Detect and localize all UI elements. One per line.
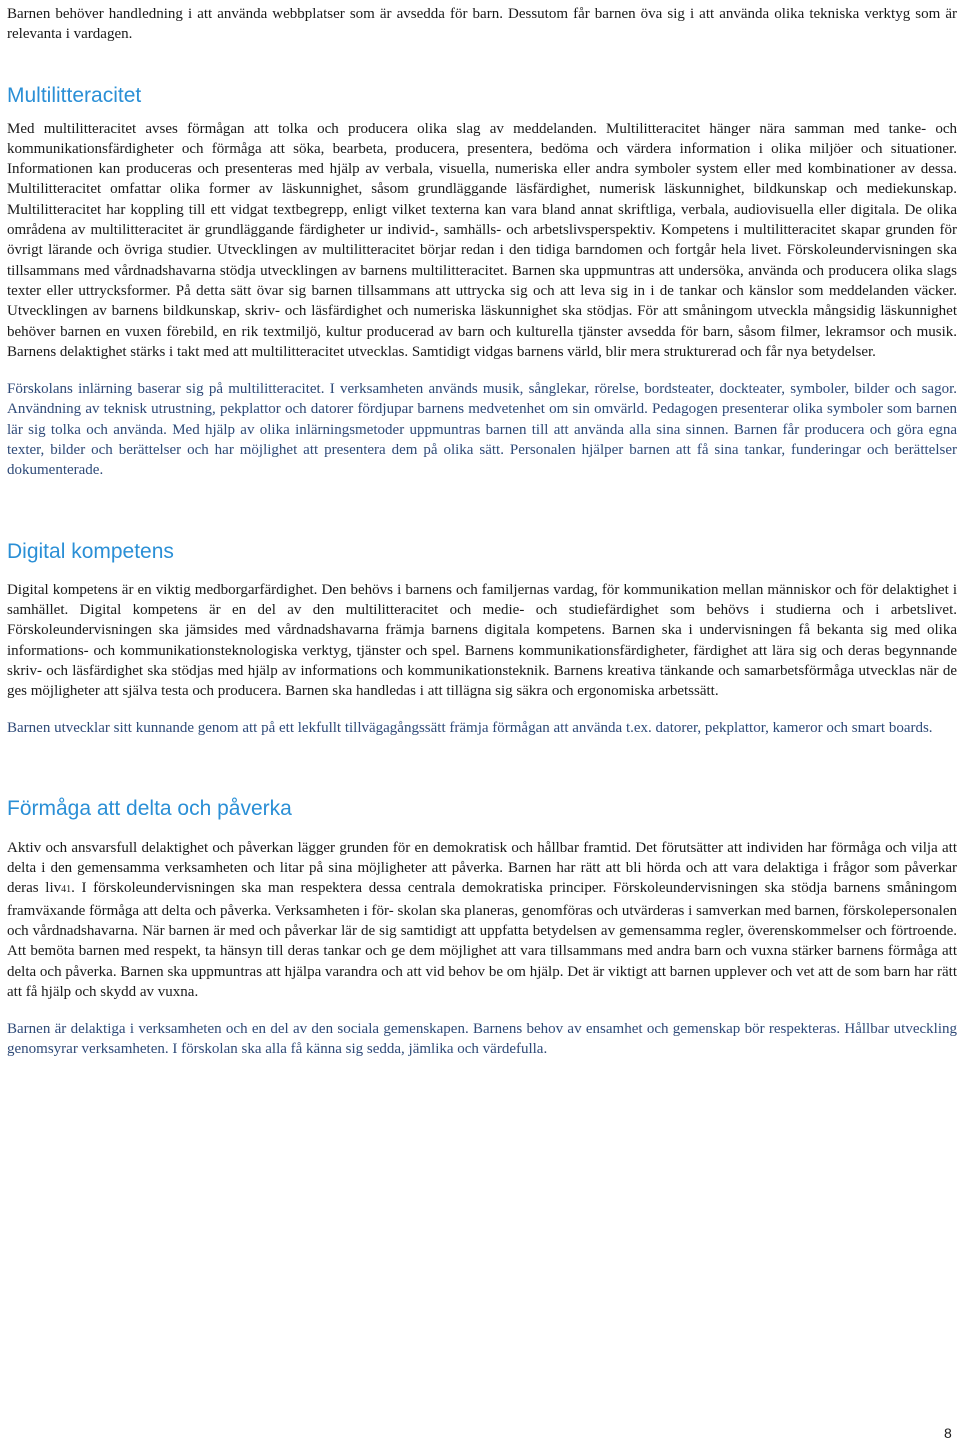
delta-och-paverka-body-start: Aktiv och ansvarsfull delaktighet och påverkan lägger grunden för en demokratisk och hållbar framtid. Det förutsätter att individen har förmåga och vilja att delta i den gemensamma verksamheten och litar på sina möjligheter att påverka. Barnen har rätt att bli hörda och att vara delaktiga i frågor som påverkar deras liv <box>7 839 957 897</box>
section-heading-digital-kompetens: Digital kompetens <box>7 539 174 563</box>
section-heading-multilitteracitet: Multilitteracitet <box>7 83 142 107</box>
footnote-reference: 41 <box>61 884 72 896</box>
delta-och-paverka-practice: Barnen är delaktiga i verksamheten och en del av den sociala gemenskapen. Barnens behov av ensamhet och gemenskap bör respekteras. Hållbar utveckling genomsyrar verksamheten. I förskolan ska alla få känna sig sedda, jämlika och värdefulla. <box>7 1021 957 1058</box>
digital-kompetens-body: Digital kompetens är en viktig medborgarfärdighet. Den behövs i barnens och familjernas vardag, för kommunikation mellan människor och för delaktighet i samhället. Digital kompetens är en del av den multilitteracitet och medie- och studiefärdighet som behövs i studierna och i arbetslivet. Förskoleundervisningen ska jämsides med vårdnadshavarna främja barnens digitala kompetens. Barnen ska i undervisningen få bekanta sig med olika informations- och kommunikationsteknologiska verktyg, tjänster och spel. Barnens kommunikationsfärdigheter, färdighet att lära sig och deras begynnande skriv- och läsfärdighet ska stödjas med hjälp av informations och kommunikationsteknik. Barnens kreativa tänkande och samarbetsförmåga utvecklas när de ges möjligheter att själva testa och producera. Barnen ska handledas i att tillägna sig säkra och ergonomiska arbetssätt. <box>7 581 957 700</box>
intro-paragraph: Barnen behöver handledning i att använda webbplatser som är avsedda för barn. Dessutom får barnen öva sig i att använda olika tekniska verktyg som är relevanta i vardagen. <box>7 6 957 43</box>
delta-och-paverka-body <box>7 838 957 1002</box>
digital-kompetens-practice: Barnen utvecklar sitt kunnande genom att på ett lekfullt tillvägagångssätt främja förmågan att använda t.ex. datorer, pekplattor, kameror och smart boards. <box>7 720 933 737</box>
section-heading-delta-och-paverka: Förmåga att delta och påverka <box>7 796 292 820</box>
document-page <box>7 4 957 1060</box>
delta-och-paverka-body-end: . I förskoleundervisningen ska man respektera dessa centrala demokratiska principer. Förskoleundervisningen ska stödja barnens småningom framväxande förmåga att delta och påverka. Verksamheten i för- skolan ska planeras, genomföras och utvärderas i samverkan med barnen, förskolepersonalen och vårdnadshavarna. När barnen är med och påverkar lär de sig samtidigt att uppfatta betydelsen av gemensamma regler, överenskommelser och förtroende. Att bemöta barnen med respekt, ta hänsyn till deras tankar och ge dem möjlighet att vara tillsammans med andra barn och vuxna stärker barnens förmåga att delta och påverka. Barnen ska uppmuntras att hjälpa varandra och att vid behov be om hjälp. Det är viktigt att barnen upplever och vet att de som barn har rätt att få hjälp och skydd av vuxna. <box>7 880 958 1000</box>
page-number: 8 <box>944 1425 952 1441</box>
multilitteracitet-body: Med multilitteracitet avses förmågan att tolka och producera olika slag av meddelanden. Multilitteracitet hänger nära samman med tanke- och kommunikationsfärdigheter och förmåga att söka, bearbeta, producera, presentera, bedöma och värdera information i olika miljöer och situationer. Informationen kan produceras och presenteras med hjälp av verbala, visuella, numeriska eller andra symboler system eller med kombinationer av dessa. Multilitteracitet omfattar olika former av läskunnighet, såsom grundläggande läsfärdighet, numerisk läskunnighet, bildkunskap och mediekunskap. Multilitteracitet har koppling till ett vidgat textbegrepp, enligt vilket texterna kan vara bland annat skriftliga, verbala, audiovisuella eller digitala. De olika områdena av multilitteracitet är grundläggande färdigheter ur individ-, samhälls- och arbetslivsperspektiv. Kompetens i multilitteracitet skapar grunden för övrigt lärande och övriga studier. Utvecklingen av multilitteracitet börjar redan i den tidiga barndomen och fortgår hela livet. Förskoleundervisningen ska tillsammans med vårdnadshavarna stödja utvecklingen av barnens multilitteracitet. Barnen ska uppmuntras att undersöka, använda och producera olika slags texter eller uttrycksformer. På detta sätt övar sig barnen tillsammans att uttrycka sig och att leva sig in i de tankar och känslor som meddelanden väcker. Utvecklingen av barnens bildkunskap, skriv- och läsfärdighet och numeriska läskunnighet ska stödjas. För att småningom utveckla mångsidig läskunnighet behöver barnen en vuxen förebild, en rik textmiljö, kultur producerad av barn och kulturella tjänster avsedda för barn, såsom filmer, lekramsor och musik. Barnens delaktighet stärks i takt med att multilitteracitet utvecklas. Samtidigt vidgas barnens värld, blir mera strukturerad och får nya betydelser. <box>7 120 957 360</box>
multilitteracitet-practice: Förskolans inlärning baserar sig på multilitteracitet. I verksamheten används musik, sånglekar, rörelse, bordsteater, dockteater, symboler, bilder och sagor. Användning av teknisk utrustning, pekplattor och datorer fördjupar barnens medvetenhet om sin omvärld. Pedagogen presenterar olika symboler som barnen lär sig tolka och använda. Med hjälp av olika inlärningsmetoder uppmuntras barnen till att använda alla sina sinnen. Barnen får producera och göra egna texter, bilder och berättelser och har möjlighet att presentera dem på olika sätt. Personalen hjälper barnen att få sina tankar, funderingar och berättelser dokumenterade. <box>7 381 957 479</box>
